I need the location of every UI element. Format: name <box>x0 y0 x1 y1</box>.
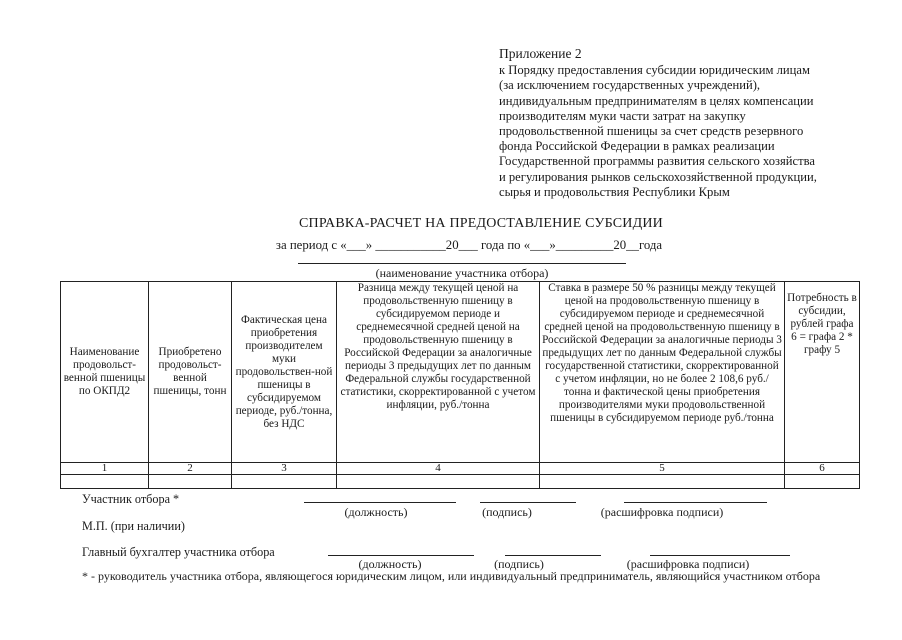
table-row <box>61 475 860 489</box>
column-header: Разница между текущей ценой на продовольственную пшеницу в субсидируемом периоде и среднемесячной средней ценой на продовольственную пшеницу в Российской Федерации за аналогичные периоды 3 предыдущих лет по данным Федеральной службы государственной статистики, скорректированной с учетом инфляции, руб./тонна <box>337 282 540 463</box>
accountant-transcript-line[interactable] <box>650 555 790 556</box>
transcript-caption: (расшифровка подписи) <box>600 505 724 519</box>
column-header: Фактическая цена приобретения производителем муки продовольствен-ной пшеницы в субсидируемом периоде, руб./тонна, без НДС <box>232 282 337 463</box>
appendix-line: фонда Российской Федерации в рамках реализации <box>499 139 775 154</box>
signature-caption: (подпись) <box>482 505 532 519</box>
column-header: Потребность в субсидии, рублей графа 6 = графа 2 * графу 5 <box>785 282 860 463</box>
accountant-label: Главный бухгалтер участника отбора <box>82 545 275 559</box>
table-cell[interactable] <box>232 475 337 489</box>
appendix-line: продовольственной пшеницы за счет средств резервного <box>499 124 804 139</box>
appendix-line: индивидуальным предпринимателям в целях компенсации <box>499 93 814 108</box>
column-header: Ставка в размере 50 % разницы между текущей ценой на продовольственную пшеницу в субсидируемом периоде и среднемесячной средней ценой на продовольственную пшеницу в Российской Федерации за аналогичные периоды 3 предыдущих лет по данным Федеральной службы государственной статистики, скорректированной с учетом инфляции, но не более 2 108,6 руб./тонна и фактической цены приобретения производителями муки продовольственной пшеницы в субсидируемом периоде руб./тонна <box>540 282 785 463</box>
stamp-label: М.П. (при наличии) <box>82 519 185 533</box>
column-number: 3 <box>232 463 337 475</box>
appendix-line: производителям муки части затрат на закупку <box>499 108 746 123</box>
position-line[interactable] <box>304 502 456 503</box>
table-cell[interactable] <box>785 475 860 489</box>
table-header-row <box>61 282 860 463</box>
table-cell[interactable] <box>149 475 232 489</box>
column-number-row <box>61 463 860 475</box>
appendix-block <box>499 46 859 200</box>
period-line: за период с «___» ___________20___ года по «___»_________20__года <box>275 238 663 252</box>
participant-name-line <box>298 263 626 264</box>
appendix-line: (за исключением государственных учреждений), <box>499 78 761 93</box>
position-caption: (должность) <box>344 505 408 519</box>
appendix-line: и регулирования рынков сельскохозяйственной продукции, <box>499 169 817 184</box>
calculation-table <box>60 281 860 489</box>
transcript-line[interactable] <box>624 502 767 503</box>
participant-label: Участник отбора * <box>82 492 180 506</box>
column-header: Наименование продовольст-венной пшеницы по ОКПД2 <box>61 282 149 463</box>
appendix-line: сырья и продовольствия Республики Крым <box>499 184 730 199</box>
appendix-line: к Порядку предоставления субсидии юридическим лицам <box>499 63 810 78</box>
participant-caption: (наименование участника отбора) <box>375 266 549 280</box>
signature-line[interactable] <box>480 502 576 503</box>
column-number: 5 <box>540 463 785 475</box>
table-cell[interactable] <box>61 475 149 489</box>
column-number: 4 <box>337 463 540 475</box>
column-number: 6 <box>785 463 860 475</box>
table-cell[interactable] <box>337 475 540 489</box>
document-title: СПРАВКА-РАСЧЕТ НА ПРЕДОСТАВЛЕНИЕ СУБСИДИИ <box>299 216 663 231</box>
appendix-line: Государственной программы развития сельского хозяйства <box>499 154 815 169</box>
column-number: 1 <box>61 463 149 475</box>
column-number: 2 <box>149 463 232 475</box>
table-cell[interactable] <box>540 475 785 489</box>
appendix-title: Приложение 2 <box>499 46 582 61</box>
accountant-position-line[interactable] <box>328 555 474 556</box>
column-header: Приобретено продовольст-венной пшеницы, тонн <box>149 282 232 463</box>
accountant-signature-caption: (подпись) <box>494 557 544 571</box>
accountant-position-caption: (должность) <box>358 557 422 571</box>
accountant-signature-line[interactable] <box>505 555 601 556</box>
footnote: * - руководитель участника отбора, являющегося юридическим лицом, или индивидуальный предприниматель, являющийся участником отбора <box>82 569 821 583</box>
accountant-transcript-caption: (расшифровка подписи) <box>626 557 750 571</box>
